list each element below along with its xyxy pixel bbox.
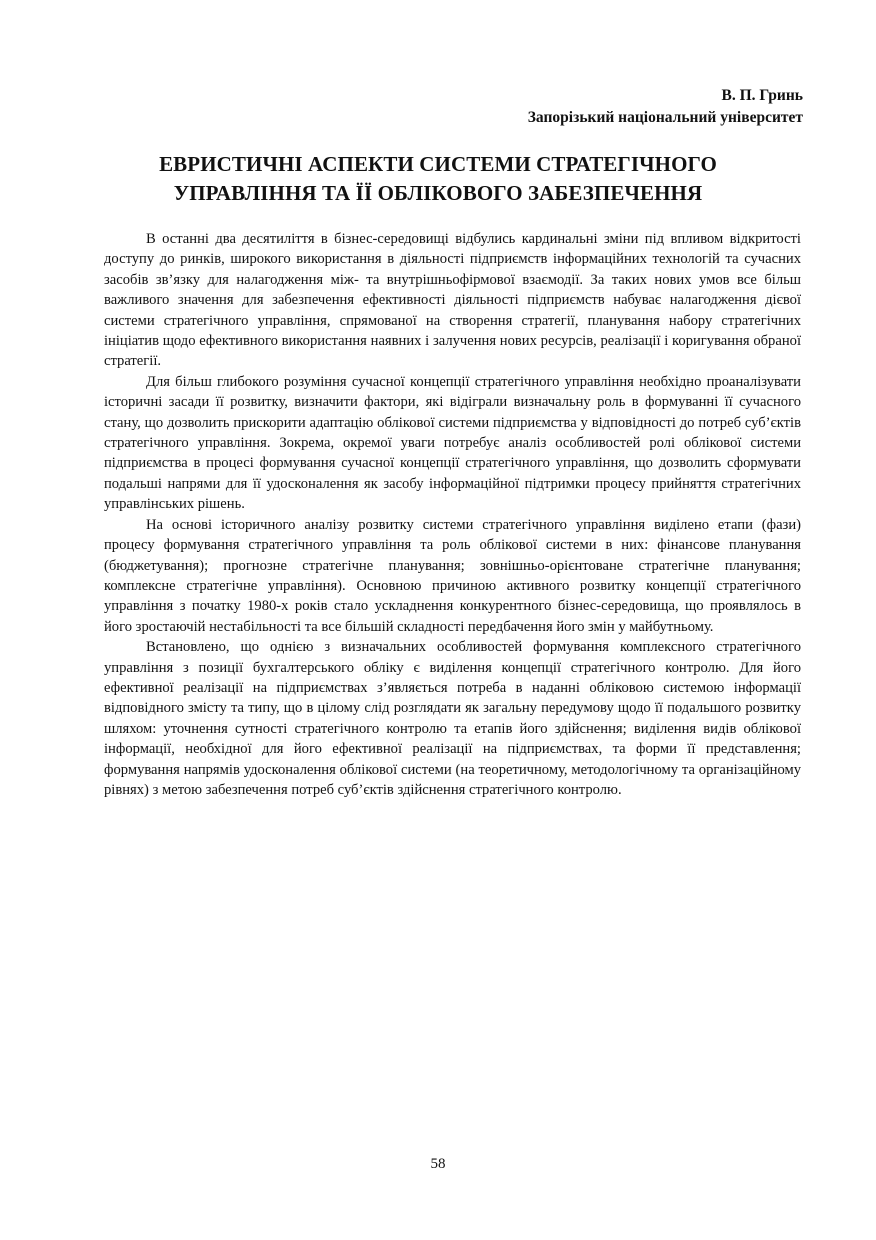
page-number: 58: [430, 1156, 446, 1172]
paragraph-3: На основі історичного аналізу розвитку системи стратегічного управління виділено етапи (фази) процесу формування стратегічного управління та роль облікової системи в них: фінансове планування (бюджетування); прогнозне стратегічне планування; зовнішньо-орієнтоване стратегічне планування; комплексне стратегічне управління). Основною причиною активного розвитку концепції стратегічного управління з початку 1980-х років стало ускладнення конкурентного бізнес-середовища, що проявлялось в його зростаючій нестабільності та все більшій складності передбачення його змін у майбутньому.: [104, 516, 801, 635]
title-line-1: ЕВРИСТИЧНІ АСПЕКТИ СИСТЕМИ СТРАТЕГІЧНОГО: [159, 152, 717, 176]
author-affiliation: Запорізький національний університет: [527, 109, 803, 126]
author-block: [528, 85, 803, 129]
paragraph-2: Для більш глибокого розуміння сучасної концепції стратегічного управління необхідно проаналізувати історичні засади її розвитку, визначити фактори, які відіграли визначальну роль в формуванні її сучасного стану, що дозволить прискорити адаптацію облікової системи підприємства у відповідності до потреб суб’єктів стратегічного управління. Зокрема, окремої уваги потребує аналіз особливостей ролі облікової системи підприємства в процесі формування сучасної концепції стратегічного управління, що дозволить сформувати подальші напрями для її удосконалення як засобу інформаційної підтримки процесу прийняття стратегічних управлінських рішень.: [104, 373, 801, 513]
article-body: [104, 229, 801, 800]
paragraph-1: В останні два десятиліття в бізнес-середовищі відбулись кардинальні зміни під впливом відкритості доступу до ринків, широкого використання в діяльності підприємств інформаційних технологій та сучасних засобів зв’язку для налагодження між- та внутрішньофірмової взаємодії. За таких нових умов все більш важливого значення для забезпечення ефективності діяльності підприємств набуває налагодження дієвої системи стратегічного управління, спрямованої на створення стратегії, планування набору стратегічних ініціатив щодо ефективного використання наявних і залучення нових ресурсів, реалізації і коригування обраної стратегії.: [104, 231, 801, 370]
title-line-2: УПРАВЛІННЯ ТА ЇЇ ОБЛІКОВОГО ЗАБЕЗПЕЧЕННЯ: [173, 181, 703, 205]
author-name: В. П. Гринь: [721, 87, 803, 104]
paragraph-4: Встановлено, що однією з визначальних особливостей формування комплексного стратегічного управління з позиції бухгалтерського обліку є виділення концепції стратегічного контролю. Для його ефективної реалізації на підприємствах з’являється потреба в наданні обліковою системою інформації відповідного змісту та типу, що в цілому слід розглядати як загальну передумову щодо її подальшого розвитку шляхом: уточнення сутності стратегічного контролю та етапів його здійснення; виділення видів облікової інформації, необхідної для його ефективної реалізації на підприємствах, та форми її представлення; формування напрямів удосконалення облікової системи (на теоретичному, методологічному та організаційному рівнях) з метою забезпечення потреб суб’єктів здійснення стратегічного контролю.: [104, 639, 801, 798]
article-title: [90, 150, 786, 208]
